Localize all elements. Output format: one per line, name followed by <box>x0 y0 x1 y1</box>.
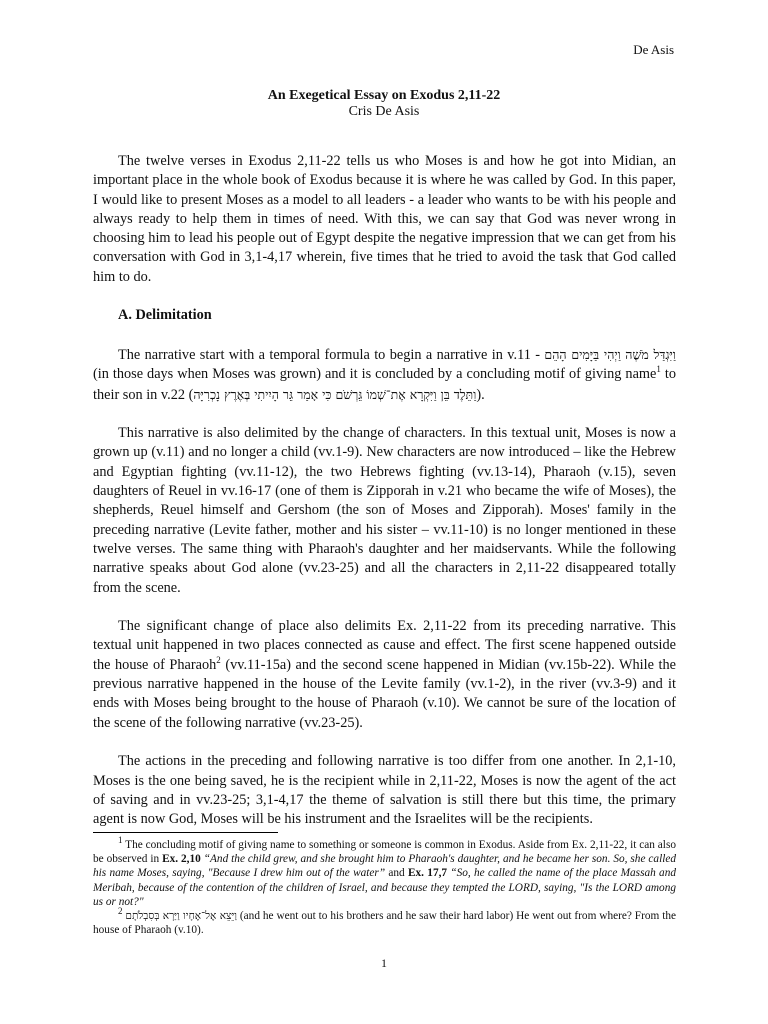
footnote-2 <box>93 906 676 937</box>
footnote-mark: 1 <box>118 835 123 846</box>
p3-text-b: (vv.11-15a) and the second scene happened in Midian (vv.15b-22). While the previous narrative happened in the house of the Levite family (vv.1-2), in the river (vv.3-9) and it ends with Moses being brought to the house of Pharaoh (v.10). We cannot be sure of the location of the scene of the following narrative (vv.23-25). <box>93 656 676 731</box>
footnote-1 <box>93 835 677 909</box>
p1-text-d: to their son in v.22 ( <box>93 366 677 403</box>
p1-text-c: (in those days when Moses was grown) and it is concluded by a concluding motif of giving name <box>93 366 657 383</box>
footnotes <box>93 835 677 937</box>
p3-text-a: The significant change of place also delimits Ex. 2,11-22 from its preceding narrative. This textual unit happened in two places connected as cause and effect. The first scene happened outside the house of Pharaoh <box>93 618 676 673</box>
fn2-text: (and he went out to his brothers and he saw their hard labor) He went out from where? From the house of Pharaoh (v.10). <box>93 910 676 937</box>
title-block <box>93 88 675 120</box>
footnote-mark: 2 <box>118 906 123 917</box>
body-text <box>93 152 676 849</box>
fn1-quote-1: “And the child grew, and she brought him to Pharaoh's daughter, and he became her son. So, she called his name Moses, saying, "Because I drew him out of the water” <box>93 853 677 880</box>
intro-paragraph: The twelve verses in Exodus 2,11-22 tells us who Moses is and how he got into Midian, an important place in the whole book of Exodus because it is where he was called by God. In this paper, I would like to present Moses as a model to all leaders - a leader who wants to be with his people and always ready to help them in times of need. With this, we can say that God was never wrong in choosing him to lead his people out of Egypt despite the negative impression that we can get from his conversation with God in 3,1-4,17 wherein, five times that he tried to avoid the task that God called him to do. <box>93 153 676 285</box>
footnote-ref[interactable]: 1 <box>656 364 661 375</box>
paragraph-place <box>93 617 676 733</box>
paragraph-temporal-formula <box>93 345 676 405</box>
running-head: De Asis <box>633 42 674 57</box>
fn1-text: The concluding motif of giving name to something or someone is common in Exodus. Aside from Ex. 2,11-22, it can also be observed in <box>93 839 676 866</box>
p1-text-e: ). <box>476 386 485 403</box>
author-name: Cris De Asis <box>348 104 420 119</box>
fn1-ref-ex-2-10: Ex. 2,10 <box>162 853 201 866</box>
fn1-quote-2: “So, he called the name of the place Massah and Meribah, because of the contention of the children of Israel, and because they tempted the LORD, saying, "Is the LORD among us or not?" <box>93 867 676 908</box>
section-heading-delimitation: A. Delimitation <box>118 307 212 324</box>
hebrew-text: וַיֵּצֵא אֶל־אֶחָיו וַיַּרְא בְּסִבְלֹתָם <box>125 910 237 923</box>
footnote-ref[interactable]: 2 <box>216 654 221 665</box>
hebrew-text: וַתֵּלֶד בֵּן וַיִּקְרָא אֶת־שְׁמוֹ גֵּרְשֹׁם כִּי אָמַר גֵּר הָיִיתִי בְּאֶרֶץ נָכְרִיָּה <box>193 386 477 402</box>
paragraph-characters: This narrative is also delimited by the change of characters. In this textual unit, Moses is now a grown up (v.11) and no longer a child (vv.1-9). New characters are now introduced – like the Hebrew and Egyptian fighting (vv.11-12), the two Hebrews fighting (vv.13-14), Pharaoh (v.15), seven daughters of Reuel in vv.16-17 (one of them is Zipporah in v.21 who became the wife of Moses), the shepherds, Reuel himself and Gershom (the son of Moses and Zipporah). Moses' family in the preceding narrative (Levite father, mother and his sister – vv.11-10) is no longer mentioned in these twelve verses. The same thing with Pharaoh's daughter and her maidservants. While the following narrative speaks about God alone (vv.23-25) and all the characters in 2,11-22 disappeared totally from the scene. <box>93 425 676 596</box>
hebrew-text: וַיְהִי בַּיָּמִים הָהֵם <box>544 346 621 362</box>
footnote-separator <box>93 832 278 833</box>
fn1-ref-ex-17-7: Ex. 17,7 <box>408 867 448 880</box>
essay-title: An Exegetical Essay on Exodus 2,11-22 <box>267 88 501 103</box>
paragraph-actions: The actions in the preceding and following narrative is too differ from one another. In 2,1-10, Moses is the one being saved, he is the recipient while in 2,11-22, Moses is now the agent of the act of saving and in vv.23-25; 3,1-4,17 the theme of salvation is still there but this time, the primary agent is now God, Moses will be his instrument and the Israelites will be the recipients. <box>93 753 676 828</box>
fn1-and: and <box>385 867 408 880</box>
hebrew-text: וַיִּגְדַּל מֹשֶׁה <box>625 346 676 362</box>
page-number: 1 <box>381 956 387 970</box>
p1-text-a: The narrative start with a temporal formula to begin a narrative in v.11 - <box>118 346 545 363</box>
